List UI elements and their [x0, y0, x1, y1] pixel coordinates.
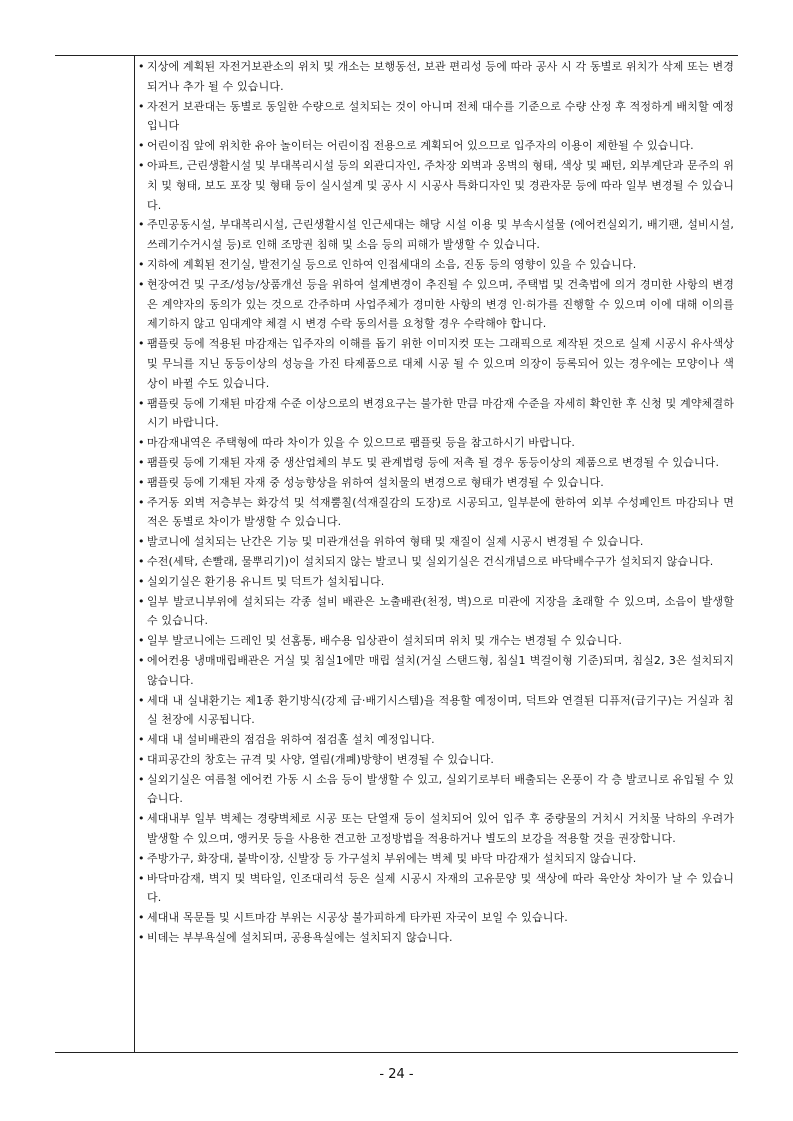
bullet-icon: • — [138, 931, 145, 945]
bullet-icon: • — [138, 772, 145, 786]
bullet-icon: • — [138, 60, 145, 73]
notice-item-text: 지하에 계획된 전기실, 발전기실 등으로 인하여 인접세대의 소음, 진동 등의 영향이 있을 수 있습니다. — [147, 257, 637, 271]
notice-item-text: 팸플릿 등에 기재된 자재 중 생산업체의 부도 및 관계법령 등에 저촉 될 경우 동등이상의 제품으로 변경될 수 있습니다. — [147, 455, 720, 469]
bullet-icon: • — [138, 436, 145, 450]
bullet-icon: • — [138, 554, 145, 568]
notice-item-text: 주민공동시설, 부대복리시설, 근린생활시설 인근세대는 해당 시설 이용 및 부속시설물 (에어컨실외기, 배기팬, 설비시설, 쓰레기수거시설 등)로 인해 조망권 침해 및 소음 등의 피해가 발생할 수 있습니다. — [147, 218, 734, 252]
notice-item-text: 마감재내역은 주택형에 따라 차이가 있을 수 있으므로 팸플릿 등을 참고하시기 바랍니다. — [147, 436, 576, 450]
notice-item-text: 현장여건 및 구조/성능/상품개선 등을 위하여 설계변경이 추진될 수 있으며, 주택법 및 건축법에 의거 경미한 사항의 변경은 계약자의 동의가 있는 것으로 간주하며 사업주체가 경미한 사항의 변경 인·허가를 진행할 수 있으며 이에 대해 이의를 제기하지 않고 임대계약 체결 시 변경 수락 동의서를 요청할 경우 수락해야 합니다. — [147, 277, 734, 331]
notice-item — [136, 334, 734, 393]
bullet-icon: • — [138, 475, 145, 489]
notice-item — [136, 552, 734, 572]
notice-item-text: 팸플릿 등에 적용된 마감재는 입주자의 이해를 돕기 위한 이미지컷 또는 그래픽으로 제작된 것으로 실제 시공시 유사색상 및 무늬를 지닌 동등이상의 성능을 가진 타제품으로 대체 시공 될 수 있으며 의장이 등록되어 있는 경우에는 모양이나 색상이 바뀔 수도 있습니다. — [147, 337, 734, 390]
notice-item — [136, 908, 734, 928]
bullet-icon: • — [138, 257, 145, 271]
bullet-icon: • — [138, 653, 145, 667]
notice-item-text: 팸플릿 등에 기재된 자재 중 성능향상을 위하여 설치물의 변경으로 형태가 변경될 수 있습니다. — [147, 475, 604, 489]
notice-item — [136, 136, 734, 156]
notice-item-text: 수전(세탁, 손빨래, 물뿌리기)이 설치되지 않는 발코니 및 실외기실은 건식개념으로 바닥배수구가 설치되지 않습니다. — [147, 554, 714, 568]
bullet-icon: • — [138, 594, 145, 608]
bullet-icon: • — [138, 337, 145, 351]
notice-item — [136, 532, 734, 552]
notice-table — [55, 55, 738, 1053]
notice-item — [136, 809, 734, 849]
notice-item — [136, 275, 734, 334]
notice-item-text: 세대 내 실내환기는 제1종 환기방식(강제 급·배기시스템)을 적용할 예정이며, 덕트와 연결된 디퓨저(급기구)는 거실과 침실 천장에 시공됩니다. — [147, 693, 734, 727]
notice-item-text: 어린이집 앞에 위치한 유아 놀이터는 어린이집 전용으로 계획되어 있으므로 입주자의 이용이 제한될 수 있습니다. — [147, 139, 694, 153]
notice-item — [136, 57, 734, 97]
notice-item-text: 주거동 외벽 저층부는 화강석 및 석재뿜칠(석재질감의 도장)로 시공되고, 일부분에 한하여 외부 수성페인트 마감되나 면적은 동별로 차이가 발생할 수 있습니다. — [147, 495, 734, 529]
notice-item-text: 팸플릿 등에 기재된 마감재 수준 이상으로의 변경요구는 불가한 만큼 마감재 수준을 자세히 확인한 후 신청 및 계약체결하시기 바랍니다. — [147, 396, 734, 430]
notice-list — [136, 57, 734, 948]
bullet-icon: • — [138, 812, 145, 826]
notice-item-text: 실외기실은 환기용 유니트 및 덕트가 설치됩니다. — [147, 574, 385, 588]
notice-item-text: 발코니에 설치되는 난간은 기능 및 미관개선을 위하여 형태 및 재질이 실제 시공시 변경될 수 있습니다. — [147, 535, 644, 549]
notice-item-text: 자전거 보관대는 동별로 동일한 수량으로 설치되는 것이 아니며 전체 대수를 기준으로 수량 산정 후 적정하게 배치할 예정입니다 — [147, 99, 734, 133]
notice-item — [136, 770, 734, 810]
notice-item — [136, 631, 734, 651]
bullet-icon: • — [138, 99, 145, 113]
bullet-icon: • — [138, 634, 145, 648]
notice-item-text: 지상에 계획된 자전거보관소의 위치 및 개소는 보행동선, 보관 편리성 등에 따라 공사 시 각 동별로 위치가 삭제 또는 변경되거나 추가 될 수 있습니다. — [147, 60, 734, 93]
page-number: - 24 - — [379, 1067, 414, 1082]
bullet-icon: • — [138, 218, 145, 232]
notice-item — [136, 869, 734, 909]
notice-item-text: 세대 내 설비배관의 점검을 위하여 점검홀 설치 예정입니다. — [147, 733, 435, 747]
notice-item-text: 바닥마감재, 벽지 및 벽타일, 인조대리석 등은 실제 시공시 자재의 고유문양 및 색상에 따라 육안상 차이가 날 수 있습니다. — [147, 871, 734, 905]
notice-item — [136, 473, 734, 493]
notice-item — [136, 156, 734, 215]
notice-item-text: 일부 발코니부위에 설치되는 각종 설비 배관은 노출배관(천정, 벽)으로 미관에 지장을 초래할 수 있으며, 소음이 발생할 수 있습니다. — [147, 594, 734, 628]
bullet-icon: • — [138, 752, 145, 766]
bullet-icon: • — [138, 733, 145, 747]
notice-item-text: 비데는 부부욕실에 설치되며, 공용욕실에는 설치되지 않습니다. — [147, 931, 453, 945]
notice-item — [136, 572, 734, 592]
bullet-icon: • — [138, 871, 145, 885]
bullet-icon: • — [138, 851, 145, 865]
bullet-icon: • — [138, 911, 145, 925]
notice-item-text: 실외기실은 여름철 에어컨 가동 시 소음 등이 발생할 수 있고, 실외기로부터 배출되는 온풍이 각 층 발코니로 유입될 수 있습니다. — [147, 772, 734, 806]
notice-item — [136, 453, 734, 473]
bullet-icon: • — [138, 158, 145, 172]
notice-item-text: 일부 발코니에는 드레인 및 선홈통, 배수용 입상관이 설치되며 위치 및 개수는 변경될 수 있습니다. — [147, 634, 622, 648]
notice-item — [136, 750, 734, 770]
notice-item-text: 에어컨용 냉매매립배관은 거실 및 침실1에만 매립 설치(거실 스탠드형, 침실1 벽걸이형 기준)되며, 침실2, 3은 설치되지 않습니다. — [147, 653, 734, 687]
notice-item — [136, 493, 734, 533]
notice-item — [136, 730, 734, 750]
notice-item — [136, 97, 734, 137]
notice-item — [136, 691, 734, 731]
notice-item — [136, 255, 734, 275]
notice-item — [136, 849, 734, 869]
notice-item-text: 아파트, 근린생활시설 및 부대복리시설 등의 외관디자인, 주차장 외벽과 옹벽의 형태, 색상 및 패턴, 외부계단과 문주의 위치 및 형태, 보도 포장 및 형태 등이 실시설계 및 공사 시 시공사 특화디자인 및 경관자문 등에 따라 일부 변경될 수 있습니다. — [147, 158, 734, 212]
notice-item-text: 세대내부 일부 벽체는 경량벽체로 시공 또는 단열재 등이 설치되어 있어 입주 후 중량물의 거치시 거치물 낙하의 우려가 발생할 수 있으며, 앵커못 등을 사용한 견고한 고정방법을 적용하거나 별도의 보강을 적용할 것을 권장합니다. — [147, 812, 734, 846]
notice-item — [136, 651, 734, 691]
bullet-icon: • — [138, 535, 145, 549]
notice-item-text: 세대내 목문틀 및 시트마감 부위는 시공상 불가피하게 타카핀 자국이 보일 수 있습니다. — [147, 911, 568, 925]
notice-item-text: 대피공간의 창호는 규격 및 사양, 열림(개폐)방향이 변경될 수 있습니다. — [147, 752, 495, 766]
category-cell — [55, 56, 135, 1052]
notice-item — [136, 433, 734, 453]
bullet-icon: • — [138, 396, 145, 410]
bullet-icon: • — [138, 455, 145, 469]
bullet-icon: • — [138, 693, 145, 707]
bullet-icon: • — [138, 574, 145, 588]
notice-item — [136, 215, 734, 255]
bullet-icon: • — [138, 495, 145, 509]
notice-item — [136, 928, 734, 948]
notice-item — [136, 394, 734, 434]
notice-item-text: 주방가구, 화장대, 붙박이장, 신발장 등 가구설치 부위에는 벽체 및 바닥 마감재가 설치되지 않습니다. — [147, 851, 637, 865]
notice-item — [136, 592, 734, 632]
bullet-icon: • — [138, 139, 145, 153]
bullet-icon: • — [138, 277, 145, 291]
